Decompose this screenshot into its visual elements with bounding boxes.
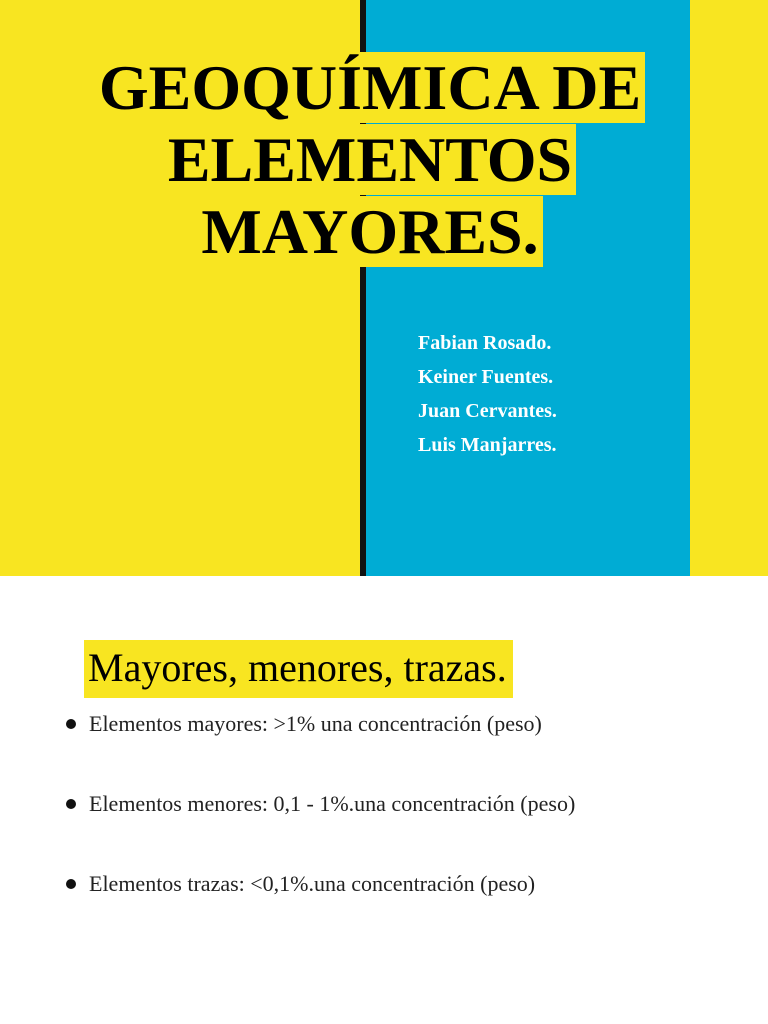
author-name: Keiner Fuentes.	[418, 366, 554, 388]
slide-title	[0, 52, 740, 268]
bullet-dot-icon	[66, 799, 76, 809]
bullet-item	[66, 704, 575, 744]
bullet-item	[66, 864, 575, 904]
bullet-dot-icon	[66, 719, 76, 729]
author-name: Juan Cervantes.	[418, 400, 557, 422]
bullet-list	[66, 704, 575, 944]
bullet-text: Elementos trazas: <0,1%.una concentración (peso)	[89, 871, 536, 896]
author-name: Luis Manjarres.	[418, 434, 557, 456]
bullet-item	[66, 784, 575, 824]
title-line-1: GEOQUÍMICA DE	[0, 52, 740, 124]
bullet-text: Elementos mayores: >1% una concentración (peso)	[89, 711, 542, 736]
content-slide	[0, 576, 768, 1024]
slide-heading: Mayores, menores, trazas.	[84, 640, 513, 698]
bullet-dot-icon	[66, 879, 76, 889]
title-line-2: ELEMENTOS	[0, 124, 740, 196]
bullet-text: Elementos menores: 0,1 - 1%.una concentración (peso)	[89, 791, 576, 816]
author-name: Fabian Rosado.	[418, 332, 552, 354]
title-line-3: MAYORES.	[0, 196, 740, 268]
author-list	[418, 326, 557, 462]
